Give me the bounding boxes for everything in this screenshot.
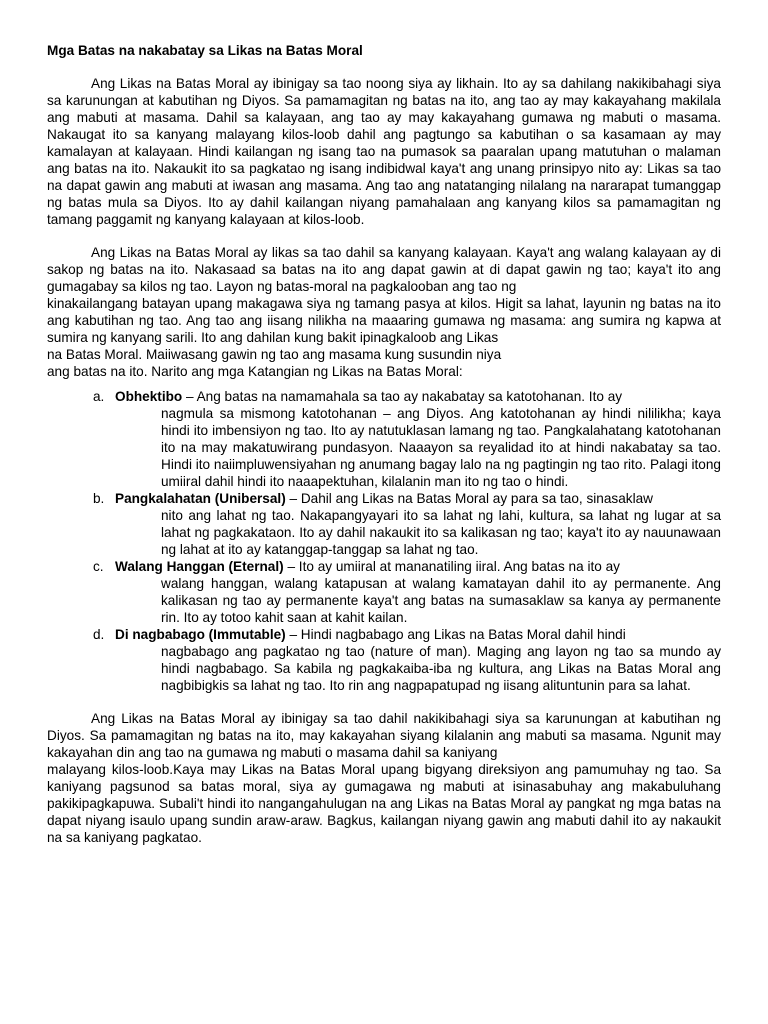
paragraph-1: Ang Likas na Batas Moral ay ibinigay sa tao noong siya ay likhain. Ito ay sa dahilang nakikibahagi siya sa karunungan at kabutihan ng Diyos. Sa pamamagitan ng batas na ito, ang tao ay may kakayahang makilala ang mabuti at masama. Dahil sa kalayaan, ang tao ay may kakayahang gumawa ng mabuti o masama. Nakaugat ito sa kanyang malayang kilos-loob dahil ang pagtungo sa kabutihan o sa kasamaan ay may kamalayan at kalayaan. Hindi kailangan ng isang tao na pumasok sa paaralan upang matutuhan o malaman ang batas na ito. Nakaukit ito sa pagkatao ng isang indibidwal kaya't ang unang prinsipyo nito ay: Likas sa tao na dapat gawin ang mabuti at iwasan ang masama. Ang tao ang natatanging nilalang na nararapat tumanggap ng batas mula sa Diyos. Ito ay dahil kailangan niyang pamahalaan ang kanyang kilos sa pamamagitan ng tamang paggamit ng kanyang kalayaan at kilos-loob. [47,76,721,227]
list-marker: a. [93,389,105,404]
list-item-term: Obhektibo [115,389,183,404]
paragraph-2-part-1: Ang Likas na Batas Moral ay likas sa tao dahil sa kanyang kalayaan. Kaya't ang walang kalayaan ay di sakop ng batas na ito. Nakasaad sa batas na ito ang dapat gawin at di dapat gawin ng tao; kaya't ito ang gumagabay sa kilos ng tao. Layon ng batas-moral na pagkalooban ang tao ng [47,245,721,294]
list-marker: d. [93,627,105,642]
list-item-body: nagbabago ang pagkatao ng tao (nature of man). Maging ang layon ng tao sa mundo ay hindi nagbabago. Sa kabila ng pagkakaiba-iba ng kultura, ang Likas na Batas Moral ang nagbibigkis sa lahat ng tao. Ito rin ang nagpapatupad ng iisang alituntunin para sa lahat. [161,644,721,693]
paragraph-2-line-b: ang batas na ito. Narito ang mga Katangian ng Likas na Batas Moral: [47,364,463,379]
list-item-lead-text: – Ang batas na namamahala sa tao ay nakabatay sa katotohanan. Ito ay [182,389,623,404]
list-item-term: Walang Hanggan (Eternal) [115,559,284,574]
list-marker: c. [93,559,104,574]
list-item-body: nagmula sa mismong katotohanan – ang Diyos. Ang katotohanan ay hindi nililikha; kaya hindi ito imbensiyon ng tao. Ito ay natutuklasan lamang ng tao. Pangkalahatang katotohanan ito na may makatuwirang pundasyon. Naaayon sa reyalidad ito at hindi nakabatay sa tao. Hindi ito naiimpluwensiyahan ng anumang bagay lalo na ng pagtingin ng tao rito. Palagi itong umiiral dahil hindi ito naaapektuhan, kilalanin man ito ng tao o hindi. [161,406,721,489]
list-item-objective [47,388,721,490]
paragraph-gap [47,228,721,244]
document-page [47,42,721,846]
list-item-lead-text: – Hindi nagbabago ang Likas na Batas Moral dahil hindi [285,627,626,642]
list-item-body: nito ang lahat ng tao. Nakapangyayari ito sa lahat ng lahi, kultura, sa lahat ng lugar at sa lahat ng pagkakataon. Ito ay dahil nakaukit ito sa kalikasan ng tao; kaya't ito ay nauunawaan ng lahat at ito ay katanggap-tanggap sa lahat ng tao. [161,508,721,557]
paragraph-2-line-a: na Batas Moral. Maiiwasang gawin ng tao ang masama kung susundin niya [47,347,502,362]
characteristics-list [47,388,721,694]
list-item-lead [115,558,721,575]
list-item-eternal [47,558,721,626]
list-item-lead [115,626,721,643]
list-marker: b. [93,491,105,506]
list-item-universal [47,490,721,558]
list-item-lead [115,388,721,405]
paragraph-3-part-2: malayang kilos-loob.Kaya may Likas na Batas Moral upang bigyang direksiyon ang pamumuhay ng tao. Sa kaniyang pagsunod sa batas moral, siya ay gumagawa ng mabuti at isinasabuhay ang makabuluhang pakikipagkapuwa. Subali't hindi ito nangangahulugan na ang Likas na Batas Moral ay pangkat ng mga batas na dapat niyang isaulo upang sundin araw-araw. Bagkus, kailangan niyang gawin ang mabuti dahil ito ay nakaukit na sa kaniyang pagkatao. [47,762,721,845]
list-item-lead-text: – Dahil ang Likas na Batas Moral ay para sa tao, sinasaklaw [285,491,653,506]
list-item-term: Pangkalahatan (Unibersal) [115,491,286,506]
list-item-term: Di nagbabago (Immutable) [115,627,286,642]
paragraph-gap [47,694,721,710]
list-item-immutable [47,626,721,694]
paragraph-2-part-2: kinakailangang batayan upang makagawa siya ng tamang pasya at kilos. Higit sa lahat, layunin ng batas na ito ang kabutihan ng tao. Ang tao ang iisang nilikha na maaaring gumawa ng masama: ang sumira ng kapwa at sumira ng kanyang sarili. Ito ang dahilan kung bakit ipinagkaloob ang Likas [47,296,721,345]
list-item-lead [115,490,721,507]
paragraph-3-part-1: Ang Likas na Batas Moral ay ibinigay sa tao dahil nakikibahagi siya sa karunungan at kabutihan ng Diyos. Sa pamamagitan ng batas na ito, may kakayahan siyang kilalanin ang mabuti sa masama. Ngunit may kakayahan din ang tao na gumawa ng mabuti o masama dahil sa kaniyang [47,711,721,760]
list-item-body: walang hanggan, walang katapusan at walang kamatayan dahil ito ay permanente. Ang kalikasan ng tao ay permanente kaya't ang batas na sumasaklaw sa kanya ay permanente rin. Ito ay totoo kahit saan at kahit kailan. [161,576,721,625]
list-item-lead-text: – Ito ay umiiral at mananatiling iiral. Ang batas na ito ay [283,559,620,574]
document-title: Mga Batas na nakabatay sa Likas na Batas Moral [47,43,363,58]
